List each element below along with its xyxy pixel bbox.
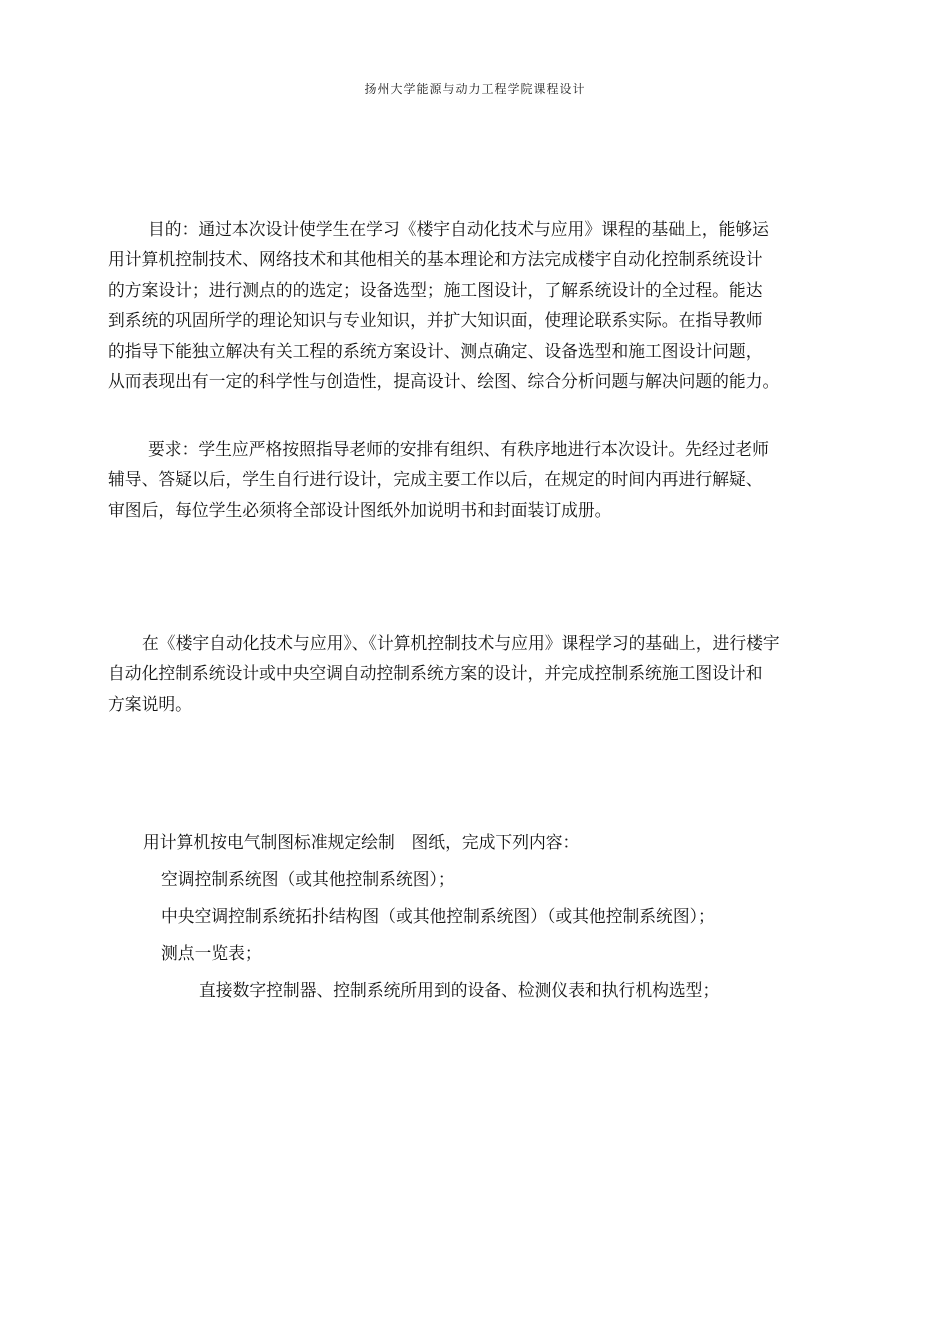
list-item: 直接数字控制器、控制系统所用到的设备、检测仪表和执行机构选型； (199, 980, 720, 1000)
text-line: 目的：通过本次设计使学生在学习《楼宇自动化技术与应用》课程的基础上，能够运 (148, 219, 769, 239)
text-line: 方案说明。 (108, 693, 192, 714)
text-line: 从而表现出有一定的科学性与创造性，提高设计、绘图、综合分析问题与解决问题的能力。 (108, 371, 780, 392)
text-line: 自动化控制系统设计或中央空调自动控制系统方案的设计，并完成控制系统施工图设计和 (108, 663, 763, 684)
section-1-paragraph-requirements (108, 434, 868, 525)
section-1-paragraph-purpose (108, 214, 868, 396)
list-item: 空调控制系统图（或其他控制系统图）； (161, 869, 455, 889)
text-line: 审图后，每位学生必须将全部设计图纸外加说明书和封面装订成册。 (108, 499, 612, 520)
list-item: 中央空调控制系统拓扑结构图（或其他控制系统图）（或其他控制系统图）； (161, 906, 715, 926)
text-line: 用计算机控制技术、网络技术和其他相关的基本理论和方法完成楼宇自动化控制系统设计 (108, 249, 763, 270)
text-line: 辅导、答疑以后，学生自行进行设计，完成主要工作以后，在规定的时间内再进行解疑、 (108, 469, 763, 490)
list-item: 测点一览表； (161, 943, 262, 963)
text-line: 的方案设计；进行测点的的选定；设备选型；施工图设计，了解系统设计的全过程。能达 (108, 279, 763, 300)
section-2-paragraph (108, 628, 868, 719)
text-line: 到系统的巩固所学的理论知识与专业知识，并扩大知识面，使理论联系实际。在指导教师 (108, 310, 763, 331)
page-header: 扬州大学能源与动力工程学院课程设计 (364, 82, 586, 96)
text-line: 的指导下能独立解决有关工程的系统方案设计、测点确定、设备选型和施工图设计问题， (108, 340, 763, 361)
section-3-intro: 用计算机按电气制图标准规定绘制 图纸，完成下列内容： (143, 832, 580, 852)
text-line: 要求：学生应严格按照指导老师的安排有组织、有秩序地进行本次设计。先经过老师 (148, 439, 769, 459)
text-line: 在《楼宇自动化技术与应用》、《计算机控制技术与应用》课程学习的基础上，进行楼宇 (142, 633, 780, 653)
